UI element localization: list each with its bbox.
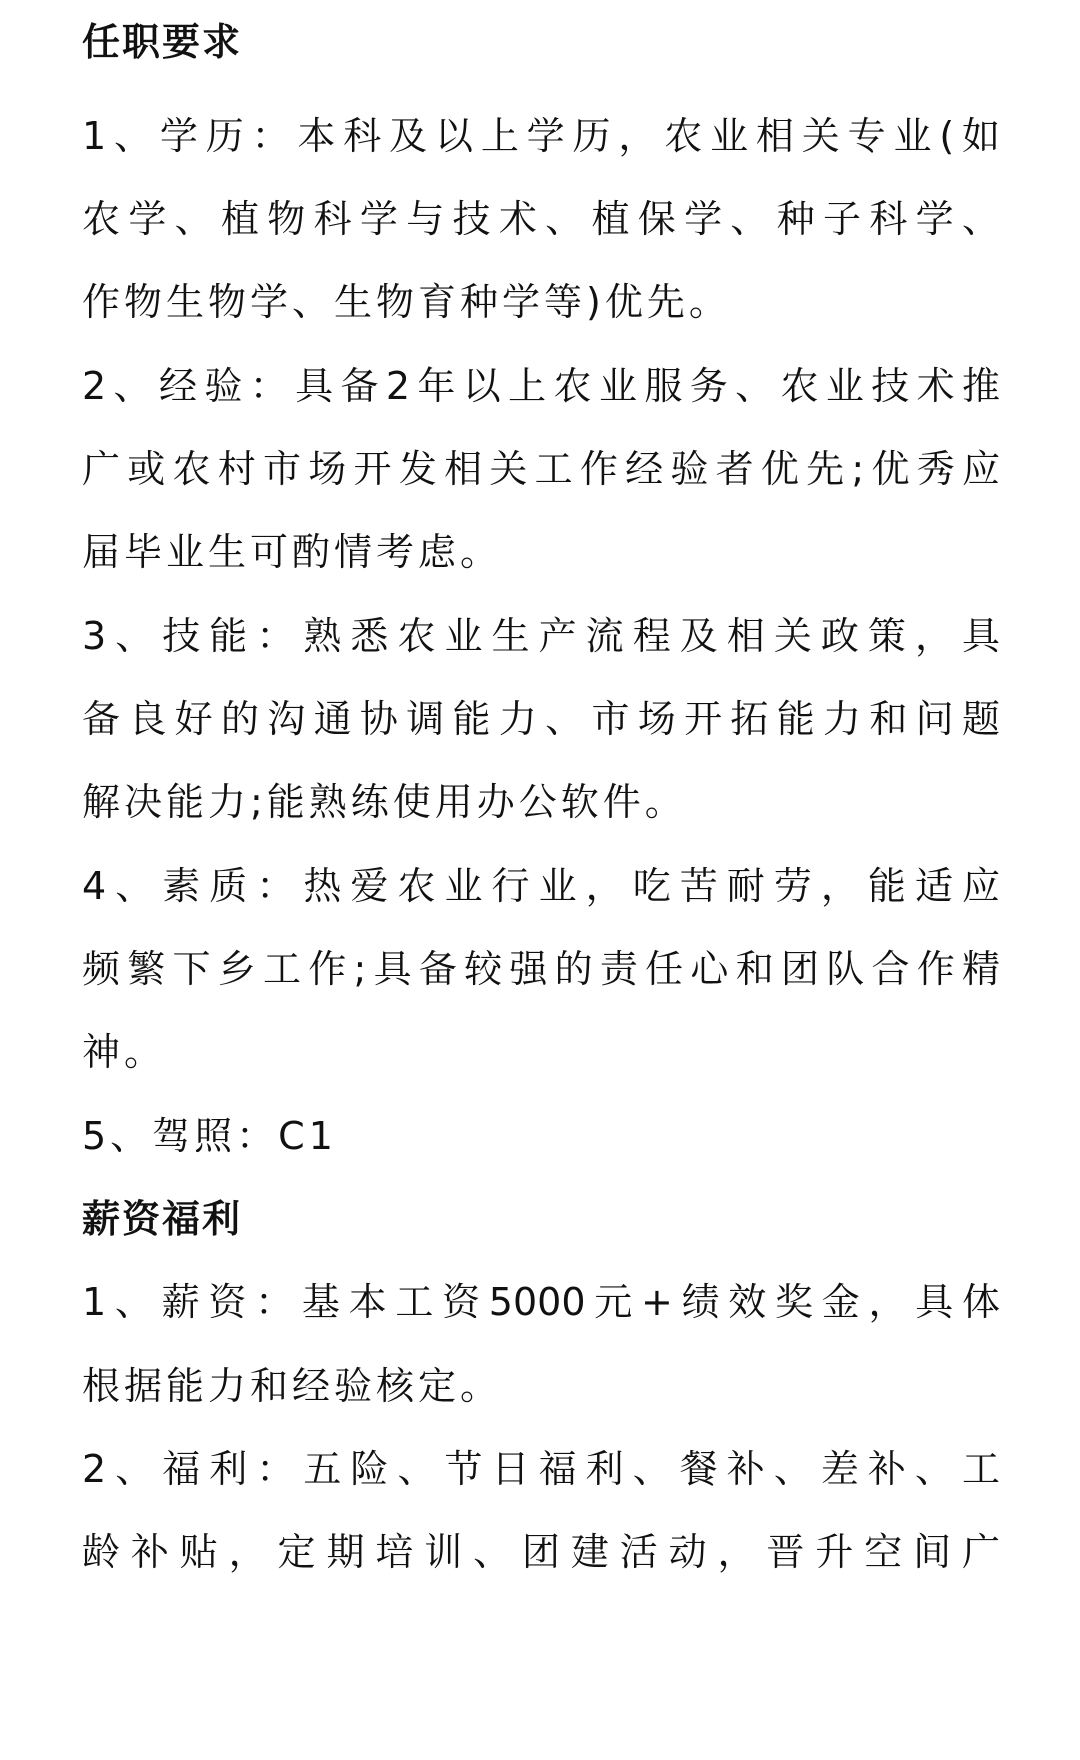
benefit-2-line-1: 2、福利：五险、节日福利、餐补、差补、工 [82,1447,1000,1491]
benefit-1-line-1: 1、薪资：基本工资5000元+绩效奖金，具体 [82,1280,1000,1324]
requirement-4-line-1: 4、素质：热爱农业行业，吃苦耐劳，能适应 [82,864,1000,908]
requirement-4-line-2: 频繁下乡工作;具备较强的责任心和团队合作精 [82,947,1000,991]
requirement-2-line-1: 2、经验：具备2年以上农业服务、农业技术推 [82,364,1000,408]
requirement-3-line-3: 解决能力;能熟练使用办公软件。 [82,780,687,824]
requirement-5-line-1: 5、驾照：C1 [82,1114,337,1158]
benefit-1-line-2: 根据能力和经验核定。 [82,1364,503,1408]
requirement-1-line-2: 农学、植物科学与技术、植保学、种子科学、 [82,197,1000,241]
requirement-2-line-2: 广或农村市场开发相关工作经验者优先;优秀应 [82,447,1000,491]
requirement-3-line-1: 3、技能：熟悉农业生产流程及相关政策，具 [82,614,1000,658]
section-title-benefits: 薪资福利 [82,1197,243,1241]
requirement-1-line-1: 1、学历：本科及以上学历，农业相关专业(如 [82,114,1000,158]
requirement-4-line-3: 神。 [82,1030,167,1074]
benefit-2-line-2: 龄补贴，定期培训、团建活动，晋升空间广 [82,1530,1000,1574]
requirement-1-line-3: 作物生物学、生物育种学等)优先。 [82,280,731,324]
requirement-2-line-3: 届毕业生可酌情考虑。 [82,530,503,574]
requirement-3-line-2: 备良好的沟通协调能力、市场开拓能力和问题 [82,697,1000,741]
section-title-requirements: 任职要求 [82,20,243,64]
